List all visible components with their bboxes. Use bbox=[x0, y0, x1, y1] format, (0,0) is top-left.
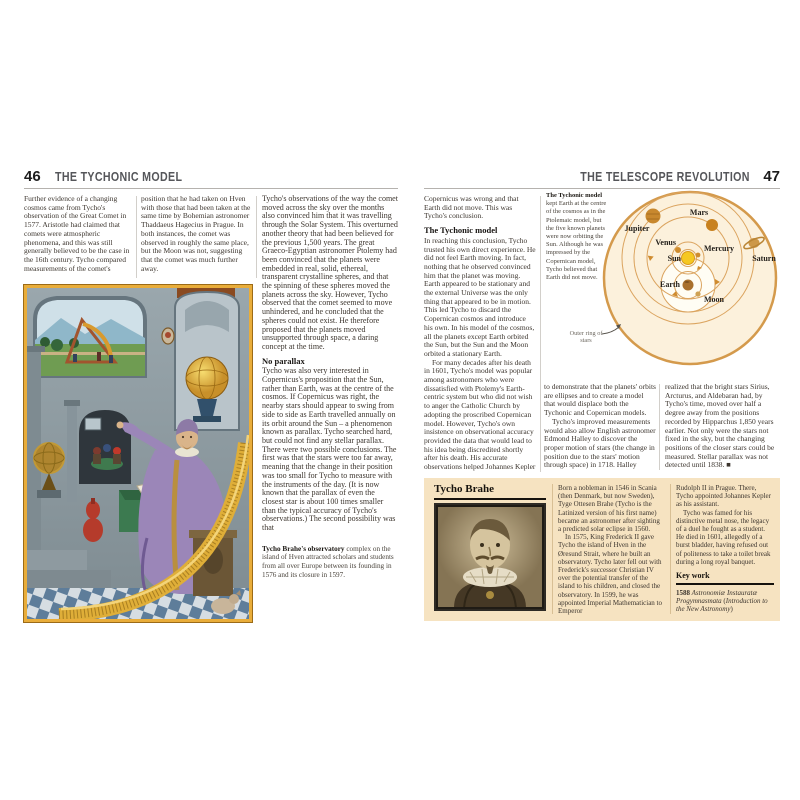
golden-globe bbox=[186, 357, 228, 399]
label-jupiter: Jupiter bbox=[624, 224, 650, 233]
label-sun: Sun bbox=[667, 254, 681, 263]
right-column-1 bbox=[424, 195, 536, 472]
key-work-translation: Introduction to the New Astronomy bbox=[676, 596, 768, 614]
paragraph: For many decades after his death in 1601, Tycho's model was popular among astronomers who were dissatisfied with Ptolemy's Earth-centric system but who did not wish to anger the Catholic Church by adopting the proscribed Copernican model. However, Tycho's own insistence on observational accuracy provided the data that would lead to his idea being discredited shortly after his death. His accurate observations helped Johannes Kepler bbox=[424, 357, 536, 472]
paragraph: Born a nobleman in 1546 in Scania (then Denmark, but now Sweden), Tyge Ottesen Brahe (Tycho is the Latinized version of his first name) became an astronomer after sighting a predicted solar eclipse in 1560. bbox=[558, 484, 660, 534]
paragraph: In 1575, King Frederick II gave Tycho the island of Hven in the Øresund Strait, where he built an observatory. Tycho later fell out with Frederick's successor Christian IV over the potential transfer of the island to his children, and closed the observatory. In 1599, he was appointed Imperial Mathematician to Emperor bbox=[558, 533, 662, 616]
diagram-caption-body: kept Earth at the centre of the cosmos as in the Ptolemaic model, but the five known planets were now orbiting the Sun. Although he was impressed by the Copernican model, Tycho believed that Earth did not move. bbox=[546, 200, 607, 282]
key-work-rule bbox=[676, 583, 774, 585]
key-work-title: Astronomiæ Instauratæ Progymnasmata bbox=[676, 588, 758, 605]
hand bbox=[117, 422, 124, 429]
tycho-portrait bbox=[434, 503, 546, 611]
label-moon: Moon bbox=[704, 295, 724, 304]
left-page-header bbox=[24, 168, 398, 186]
left-page-title: THE TYCHONIC MODEL bbox=[54, 169, 183, 184]
key-work-heading: Key work bbox=[676, 571, 710, 581]
observatory-caption bbox=[262, 545, 398, 579]
left-column-1 bbox=[24, 195, 134, 273]
paragraph: In reaching this conclusion, Tycho trusted his own direct experience. He did not feel Earth moving. In fact, nothing that he observed convinced him that the planet was moving. Earth appeared to be stationary and the external Universe was the only thing that appeared to be in motion. This led Tycho to discard the Copernican cosmos and introduce his own. In his model of the cosmos, all the planets except Earth orbited the Sun, but the Sun and the Moon orbited a stationary Earth. bbox=[424, 235, 536, 358]
biography-box bbox=[424, 478, 780, 621]
left-page-number: 46 bbox=[24, 168, 41, 185]
paragraph: Tycho was also very interested in Copernicus's proposition that the Sun, rather than Earth, was at the centre of the cosmos. If Copernicus was right, the nearby stars should appear to swing from side to side as Earth travelled annually on its orbit around the Sun – a phenomenon known as parallax. Tycho searched hard, but could not find any stellar parallax. There were two possible conclusions. The first was that the stars were too far away, meaning that the change in their position was too small for Tycho to measure with the instruments of the day. (It is now known that the parallax of even the closest star is about 100 times smaller than the typical accuracy of Tycho's observations.) The second possibility was that bbox=[262, 366, 397, 533]
label-mars: Mars bbox=[689, 208, 709, 217]
paragraph: realized that the bright stars Sirius, Arcturus, and Aldebaran had, by Tycho's time, moved over half a degree away from the positions recorded by Hipparchus 1,850 years earlier. Not only were the stars not fixed in the sky, but the changing positions of the closer stars could be measured. Stellar parallax was not detected until 1838. ■ bbox=[665, 382, 775, 470]
column-divider bbox=[136, 196, 137, 278]
box-column-divider bbox=[670, 484, 671, 614]
biography-column-1 bbox=[558, 484, 664, 615]
caption-lead: Tycho Brahe's observatory bbox=[262, 544, 345, 553]
paragraph: Tycho was famed for his distinctive metal nose, the legacy of a duel he fought as a student. He died in 1601, allegedly of a burst bladder, having refused out of politeness to take a toilet break during a long royal banquet. bbox=[676, 508, 771, 566]
left-column-3 bbox=[262, 195, 398, 579]
steps bbox=[27, 550, 87, 570]
mars-icon bbox=[706, 219, 718, 231]
paragraph: Copernicus was wrong and that Earth did not move. This was Tycho's conclusion. bbox=[424, 194, 519, 221]
pendant bbox=[486, 591, 494, 599]
key-work-entry: 1588 Astronomiæ Instauratæ Progymnasmata (Introduction to the New Astronomy) bbox=[676, 588, 768, 614]
label-earth: Earth bbox=[660, 280, 680, 289]
paragraph: to demonstrate that the planets' orbits are ellipses and to create a model that would displace both the Tychonic and Copernican models. bbox=[544, 382, 656, 418]
subheading-no-parallax: No parallax bbox=[262, 355, 305, 366]
label-mercury: Mercury bbox=[704, 244, 735, 253]
key-work-year: 1588 bbox=[676, 588, 690, 597]
window-landscape-scene bbox=[35, 298, 145, 376]
right-column-3 bbox=[665, 383, 779, 470]
celestial-globe-niche bbox=[175, 288, 239, 430]
left-header-rule bbox=[24, 188, 398, 189]
tychonic-model-diagram bbox=[540, 183, 780, 379]
right-page-number: 47 bbox=[763, 168, 780, 185]
diagram-caption-lead: The Tychonic model bbox=[546, 192, 603, 199]
moon-icon bbox=[695, 291, 700, 296]
sun-icon bbox=[682, 252, 695, 265]
left-column-2 bbox=[141, 195, 251, 273]
right-page-title: THE TELESCOPE REVOLUTION bbox=[579, 169, 750, 184]
label-venus: Venus bbox=[655, 238, 676, 247]
biography-column-2 bbox=[676, 484, 774, 613]
box-column-divider bbox=[552, 484, 553, 614]
paragraph: Rudolph II in Prague. There, Tycho appointed Johannes Kepler as his assistant. bbox=[676, 484, 771, 509]
paragraph: position that he had taken on Hven with those that had been taken at the same time by Bohemian astronomer Thaddaeus Hagecius in Prague. In both instances, the comet was observed in roughly the same place, but the Moon was not, suggesting that the comet was much further away. bbox=[141, 194, 251, 273]
venus-icon bbox=[675, 247, 681, 253]
paragraph: Tycho's improved measurements would also allow English astronomer Edmond Halley to discover the proper motion of stars (the change in position due to the stars' motion through space) in 1718. Halley bbox=[544, 416, 656, 470]
jupiter-icon bbox=[646, 209, 661, 224]
column-divider bbox=[659, 384, 660, 470]
right-column-2 bbox=[544, 383, 656, 470]
label-saturn: Saturn bbox=[752, 254, 776, 263]
column-divider bbox=[256, 196, 257, 278]
paragraph: Further evidence of a changing cosmos came from Tycho's observation of the Great Comet in 1577. Aristotle had claimed that comets were atmospheric phenomena, and this was still generally believed to be the case in the 16th century. Tycho compared measurements of the comet's bbox=[24, 194, 130, 273]
biography-title: Tycho Brahe bbox=[434, 483, 494, 495]
mercury-icon bbox=[696, 253, 701, 258]
outer-ring-label: Outer ring of stars bbox=[569, 330, 603, 344]
observatory-illustration bbox=[24, 285, 252, 622]
caption-body: complex on the island of Hven attracted scholars and students from all over Europe between its founding in 1576 and its closure in 1597. bbox=[262, 544, 394, 579]
paragraph: Tycho's observations of the way the comet moved across the sky over the months also convinced him that it was travelling through the Solar System. This overturned another theory that had been believed for the previous 1,500 years. The great Graeco-Egyptian astronomer Ptolemy had been convinced that the planets were embedded in real, solid, ethereal, transparent crystalline spheres, and that the spinning of these spheres moved the planets across the sky. However, Tycho observed that the comet seemed to move unhindered, and he concluded that the spheres could not exist. He therefore proposed that the planets moved unsupported through space, a daring concept at the time. bbox=[262, 194, 398, 351]
biography-title-rule bbox=[434, 498, 546, 500]
subheading-tychonic-model: The Tychonic model bbox=[424, 225, 498, 236]
